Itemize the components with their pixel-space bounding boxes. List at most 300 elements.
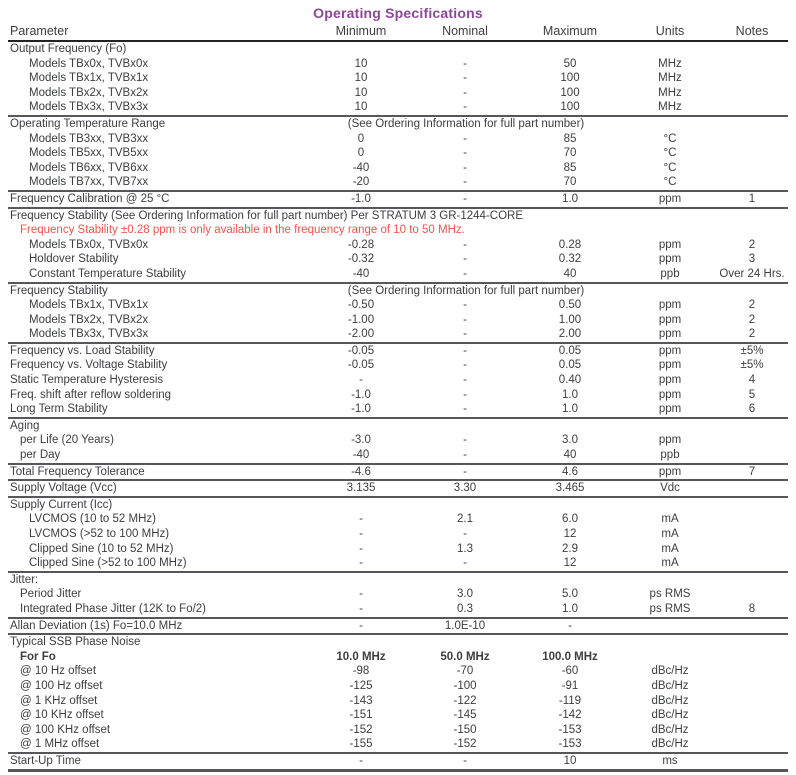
spec-row: [8, 679, 788, 694]
min-cell: -40: [352, 449, 370, 462]
units-cell: °C: [663, 132, 677, 145]
spec-row: [8, 238, 788, 253]
notes-cell: [716, 512, 788, 527]
param-cell: Models TBx1x, TVBx1x: [29, 299, 149, 312]
min-cell: 10: [354, 72, 368, 85]
min-cell: -0.50: [347, 299, 375, 312]
notes-cell: [716, 448, 788, 464]
max-cell: 3.0: [562, 434, 578, 447]
nominal-cell: -: [463, 465, 467, 478]
max-cell: 12: [563, 557, 577, 570]
param-cell: Models TB3xx, TVB3xx: [29, 132, 149, 145]
nominal-cell: -: [463, 86, 467, 99]
col-header-notes: Notes: [735, 24, 769, 38]
max-cell: 70: [563, 147, 577, 160]
max-cell: 6.0: [562, 513, 578, 526]
param-cell: LVCMOS (10 to 52 MHz): [29, 513, 156, 526]
min-cell: -1.0: [351, 192, 371, 205]
notes-cell: [716, 542, 788, 557]
units-cell: Vdc: [660, 482, 680, 495]
nominal-cell: -: [463, 72, 467, 85]
max-cell: 1.0: [562, 388, 578, 401]
units-cell: dBc/Hz: [651, 723, 689, 736]
spec-row: [8, 86, 788, 101]
spec-row: [8, 480, 788, 497]
min-cell: -0.32: [347, 253, 375, 266]
spec-row: [8, 587, 788, 602]
min-cell: -40: [352, 161, 370, 174]
max-cell: 10: [563, 754, 577, 767]
spec-row: [8, 267, 788, 283]
max-cell: 1.0: [562, 602, 578, 615]
spec-row: [8, 71, 788, 86]
nominal-cell: 3.30: [453, 482, 477, 495]
spec-row: [8, 448, 788, 464]
units-cell: ppb: [660, 267, 680, 280]
spec-row: [8, 723, 788, 738]
units-cell: mA: [661, 542, 679, 555]
operating-specifications-table: [8, 24, 788, 772]
units-cell: dBc/Hz: [651, 665, 689, 678]
units-cell: ppm: [658, 403, 682, 416]
units-cell: ppm: [658, 253, 682, 266]
nominal-cell: -: [463, 147, 467, 160]
param-cell: Static Temperature Hysteresis: [10, 374, 164, 387]
notes-cell: [716, 433, 788, 448]
nominal-cell: -70: [456, 665, 474, 678]
param-cell: Models TB5xx, TVB5xx: [29, 147, 149, 160]
min-cell: 0: [357, 132, 365, 145]
spec-row: [8, 602, 788, 618]
units-cell: ppb: [660, 449, 680, 462]
notes-cell: 6: [748, 403, 756, 416]
min-cell: -: [359, 513, 363, 526]
spec-row: [8, 753, 788, 770]
min-cell: -0.05: [347, 344, 375, 357]
max-cell: -142: [558, 709, 582, 722]
section-title: Typical SSB Phase Noise: [10, 636, 141, 649]
notes-cell: [716, 57, 788, 72]
nominal-cell: -: [463, 528, 467, 540]
nominal-cell: 3.0: [457, 588, 473, 601]
notes-cell: 2: [748, 328, 756, 341]
max-cell: -153: [558, 723, 582, 736]
spec-row: [8, 100, 788, 116]
notes-cell: [716, 86, 788, 101]
param-cell: @ 100 Hz offset: [20, 679, 103, 692]
max-cell: 50: [563, 57, 577, 70]
nominal-cell: -150: [453, 723, 477, 736]
notes-cell: [716, 161, 788, 176]
min-cell: 10: [354, 86, 368, 99]
units-cell: MHz: [658, 57, 682, 70]
min-cell: -: [359, 602, 363, 615]
nominal-cell: -: [463, 328, 467, 341]
spec-row: [8, 358, 788, 373]
notes-cell: Over 24 Hrs.: [719, 267, 785, 280]
units-cell: ppm: [658, 359, 682, 372]
param-cell: Freq. shift after reflow soldering: [10, 388, 172, 401]
nominal-cell: -: [463, 557, 467, 570]
param-cell: Models TBx2x, TVBx2x: [29, 86, 149, 99]
spec-row: [8, 664, 788, 679]
min-cell: -2.00: [347, 328, 375, 341]
notes-cell: 4: [748, 374, 756, 387]
max-cell: 4.6: [562, 465, 578, 478]
max-cell: 2.00: [558, 328, 582, 341]
min-cell: -: [359, 528, 363, 540]
units-cell: mA: [661, 528, 679, 540]
notes-cell: [716, 175, 788, 191]
notes-cell: [716, 587, 788, 602]
param-cell: Models TBx2x, TVBx2x: [29, 313, 149, 326]
units-cell: MHz: [658, 86, 682, 99]
nominal-cell: -: [463, 374, 467, 387]
max-cell: 0.40: [558, 374, 582, 387]
spec-row: [8, 327, 788, 343]
nominal-cell: -: [463, 161, 467, 174]
spec-row: [8, 556, 788, 572]
max-cell: 40: [563, 267, 577, 280]
units-cell: dBc/Hz: [651, 709, 689, 722]
spec-row: [8, 132, 788, 147]
notes-cell: [716, 753, 788, 770]
units-cell: ms: [662, 754, 678, 767]
param-cell: Long Term Stability: [10, 403, 108, 416]
section-row: [8, 41, 788, 57]
max-cell: 12: [563, 528, 577, 540]
max-cell: 0.05: [558, 359, 582, 372]
nominal-cell: -: [463, 192, 467, 205]
section-title: Frequency Stability (See Ordering Information for full part number) Per STRATUM 3 GR-1244-CORE: [10, 209, 523, 222]
max-cell: 70: [563, 176, 577, 189]
param-cell: Total Frequency Tolerance: [10, 465, 145, 478]
max-cell: -91: [561, 679, 579, 692]
units-cell: ppm: [658, 328, 682, 341]
param-cell: Allan Deviation (1s) Fo=10.0 MHz: [10, 619, 183, 632]
spec-row: [8, 542, 788, 557]
spec-row: [8, 191, 788, 208]
notes-cell: 8: [748, 602, 756, 615]
nominal-cell: -: [463, 359, 467, 372]
units-cell: dBc/Hz: [651, 679, 689, 692]
units-cell: dBc/Hz: [651, 694, 689, 707]
units-cell: °C: [663, 176, 677, 189]
nominal-cell: -: [463, 403, 467, 416]
section-title: Jitter:: [10, 573, 39, 586]
spec-row: [8, 313, 788, 328]
min-cell: 0: [357, 147, 365, 160]
units-cell: ppm: [658, 192, 682, 205]
max-cell: 1.00: [558, 313, 582, 326]
max-cell: 1.0: [562, 403, 578, 416]
units-cell: [624, 650, 716, 665]
param-cell: Constant Temperature Stability: [29, 267, 187, 280]
param-cell: Supply Voltage (Vcc): [10, 482, 117, 495]
param-cell: @ 10 Hz offset: [20, 665, 97, 678]
units-cell: ppm: [658, 313, 682, 326]
max-cell: 100: [560, 86, 580, 99]
nominal-cell: -: [463, 253, 467, 266]
param-cell: Start-Up Time: [10, 754, 81, 767]
section-row: [8, 572, 788, 588]
nominal-cell: 50.0 MHz: [440, 650, 490, 663]
col-header-nominal: Nominal: [442, 24, 488, 38]
max-cell: 100: [560, 101, 580, 114]
param-cell: LVCMOS (>52 to 100 MHz): [29, 528, 170, 540]
nominal-cell: -: [463, 299, 467, 312]
param-cell: Models TBx3x, TVBx3x: [29, 101, 149, 114]
nominal-cell: -: [463, 754, 467, 767]
min-cell: -0.05: [347, 359, 375, 372]
notes-cell: [716, 618, 788, 635]
nominal-cell: -: [463, 238, 467, 251]
max-cell: -119: [558, 694, 582, 707]
notes-cell: [716, 723, 788, 738]
nominal-cell: -152: [453, 738, 477, 751]
nominal-cell: -: [463, 176, 467, 189]
notes-cell: [716, 132, 788, 147]
min-cell: -151: [349, 709, 373, 722]
param-cell: Models TBx0x, TVBx0x: [29, 57, 149, 70]
notes-cell: 2: [748, 238, 756, 251]
param-cell: @ 100 KHz offset: [20, 723, 111, 736]
nominal-cell: -: [463, 132, 467, 145]
spec-row: [8, 373, 788, 388]
param-cell: Frequency Stability: [10, 284, 108, 297]
min-cell: -0.28: [347, 238, 375, 251]
max-cell: 0.32: [558, 253, 582, 266]
col-header-parameter: Parameter: [10, 24, 69, 38]
min-cell: -: [359, 557, 363, 570]
notes-cell: ±5%: [740, 344, 764, 357]
notes-cell: 2: [748, 299, 756, 312]
max-cell: 100.0 MHz: [542, 650, 598, 663]
param-cell: per Day: [20, 449, 61, 462]
spec-row: [8, 252, 788, 267]
notes-cell: [716, 100, 788, 116]
units-cell: dBc/Hz: [651, 738, 689, 751]
notes-cell: [716, 480, 788, 497]
nominal-cell: -: [463, 101, 467, 114]
max-cell: 0.05: [558, 344, 582, 357]
notes-cell: [716, 283, 788, 299]
min-cell: -143: [349, 694, 373, 707]
param-cell: Operating Temperature Range: [10, 117, 166, 130]
spec-row: [8, 464, 788, 481]
max-cell: -153: [558, 738, 582, 751]
units-cell: ppm: [658, 465, 682, 478]
nominal-cell: 1.0E-10: [444, 619, 486, 632]
nominal-cell: 2.1: [457, 513, 473, 526]
units-cell: mA: [661, 513, 679, 526]
max-cell: -: [568, 619, 572, 632]
param-cell: Models TB6xx, TVB6xx: [29, 161, 149, 174]
param-cell: Models TBx1x, TVBx1x: [29, 72, 149, 85]
units-cell: ps RMS: [649, 602, 691, 615]
section-row: [8, 634, 788, 650]
max-cell: 0.50: [558, 299, 582, 312]
min-cell: -98: [352, 665, 370, 678]
notes-cell: [716, 737, 788, 753]
param-cell: Frequency Calibration @ 25 °C: [10, 192, 170, 205]
units-cell: mA: [661, 557, 679, 570]
notes-cell: [716, 556, 788, 572]
min-cell: -: [359, 619, 363, 632]
min-cell: -: [359, 374, 363, 387]
spec-row: [8, 402, 788, 418]
nominal-cell: -: [463, 434, 467, 447]
notes-cell: [716, 664, 788, 679]
notes-cell: [716, 527, 788, 542]
nominal-cell: -100: [453, 679, 477, 692]
notes-cell: [716, 116, 788, 132]
warning-note: Frequency Stability ±0.28 ppm is only available in the frequency range of 10 to 50 MHz.: [20, 224, 465, 237]
nominal-cell: -: [463, 344, 467, 357]
min-cell: -1.0: [351, 388, 371, 401]
param-cell: Frequency vs. Voltage Stability: [10, 359, 168, 372]
min-cell: 3.135: [346, 482, 376, 495]
notes-cell: 1: [748, 192, 756, 205]
page-title: Operating Specifications: [313, 5, 483, 21]
section-title: Output Frequency (Fo): [10, 43, 127, 55]
col-header-minimum: Minimum: [335, 24, 387, 38]
nominal-cell: -: [463, 267, 467, 280]
units-cell: ppm: [658, 434, 682, 447]
param-cell: Models TBx0x, TVBx0x: [29, 238, 149, 251]
min-cell: -152: [349, 723, 373, 736]
spec-row: [8, 512, 788, 527]
section-row: [8, 418, 788, 434]
section-title: Supply Current (Icc): [10, 498, 113, 511]
section-title: Aging: [10, 419, 40, 432]
units-cell: ps RMS: [649, 588, 691, 601]
min-cell: -1.00: [347, 313, 375, 326]
param-cell: @ 1 KHz offset: [20, 694, 98, 707]
notes-cell: 5: [748, 388, 756, 401]
section-span-row: [8, 283, 788, 299]
param-cell: Clipped Sine (>52 to 100 MHz): [29, 557, 187, 570]
nominal-cell: -: [463, 313, 467, 326]
notes-cell: [716, 694, 788, 709]
units-cell: ppm: [658, 388, 682, 401]
param-cell: Models TB7xx, TVB7xx: [29, 176, 149, 189]
max-cell: 5.0: [562, 588, 578, 601]
notes-cell: 3: [748, 253, 756, 266]
spec-row: [8, 146, 788, 161]
notes-cell: [716, 679, 788, 694]
min-cell: -4.6: [351, 465, 371, 478]
max-cell: 2.9: [562, 542, 578, 555]
section-row: [8, 208, 788, 224]
min-cell: -20: [352, 176, 370, 189]
param-cell: Period Jitter: [20, 588, 82, 601]
table-header-row: [8, 24, 788, 41]
min-cell: -155: [349, 738, 373, 751]
param-cell: Holdover Stability: [29, 253, 119, 266]
param-cell: per Life (20 Years): [20, 434, 114, 447]
notes-cell: [716, 708, 788, 723]
units-cell: ppm: [658, 238, 682, 251]
col-header-maximum: Maximum: [542, 24, 598, 38]
warning-note-row: [8, 223, 788, 238]
param-cell: Models TBx3x, TVBx3x: [29, 328, 149, 341]
units-cell: ppm: [658, 374, 682, 387]
min-cell: -: [359, 542, 363, 555]
min-cell: -1.0: [351, 403, 371, 416]
section-span-row: [8, 116, 788, 132]
notes-cell: ±5%: [740, 359, 764, 372]
spec-row: [8, 175, 788, 191]
param-cell: Integrated Phase Jitter (12K to Fo/2): [20, 602, 207, 615]
units-cell: [624, 283, 716, 299]
notes-cell: 2: [748, 313, 756, 326]
units-cell: MHz: [658, 72, 682, 85]
spec-row: [8, 527, 788, 542]
min-cell: -3.0: [351, 434, 371, 447]
units-cell: ppm: [658, 299, 682, 312]
max-cell: 1.0: [562, 192, 578, 205]
units-cell: ppm: [658, 344, 682, 357]
nominal-cell: -: [463, 57, 467, 70]
units-cell: MHz: [658, 101, 682, 114]
min-cell: -: [359, 754, 363, 767]
notes-cell: 7: [748, 465, 756, 478]
spec-row: [8, 737, 788, 753]
spec-row: [8, 298, 788, 313]
nominal-cell: -: [463, 388, 467, 401]
param-cell: @ 1 MHz offset: [20, 738, 100, 751]
spec-row: [8, 433, 788, 448]
param-cell: Frequency vs. Load Stability: [10, 344, 155, 357]
min-cell: 10: [354, 57, 368, 70]
nominal-cell: -: [463, 449, 467, 462]
col-header-units: Units: [655, 24, 685, 38]
nominal-cell: 0.3: [457, 602, 473, 615]
notes-cell: [716, 650, 788, 665]
param-cell: @ 10 KHz offset: [20, 709, 104, 722]
nominal-cell: -122: [453, 694, 477, 707]
spec-row: [8, 388, 788, 403]
spec-row: [8, 650, 788, 665]
units-cell: °C: [663, 147, 677, 160]
notes-cell: [716, 146, 788, 161]
units-cell: [624, 116, 716, 132]
notes-cell: [716, 71, 788, 86]
min-cell: 10.0 MHz: [336, 650, 386, 663]
spec-table-body: [8, 41, 788, 770]
spec-row: [8, 343, 788, 359]
max-cell: 3.465: [555, 482, 585, 495]
spec-row: [8, 694, 788, 709]
param-cell: For Fo: [20, 650, 56, 663]
spec-row: [8, 618, 788, 635]
min-cell: -: [359, 588, 363, 601]
spec-row: [8, 57, 788, 72]
min-cell: 10: [354, 101, 368, 114]
section-row: [8, 497, 788, 513]
max-cell: 100: [560, 72, 580, 85]
spec-row: [8, 708, 788, 723]
min-cell: -125: [349, 679, 373, 692]
span-note-cell: (See Ordering Information for full part number): [347, 284, 585, 297]
param-cell: Clipped Sine (10 to 52 MHz): [29, 542, 174, 555]
span-note-cell: (See Ordering Information for full part number): [347, 117, 585, 130]
nominal-cell: 1.3: [457, 542, 473, 555]
max-cell: 85: [563, 161, 577, 174]
nominal-cell: -145: [453, 709, 477, 722]
units-cell: °C: [663, 161, 677, 174]
